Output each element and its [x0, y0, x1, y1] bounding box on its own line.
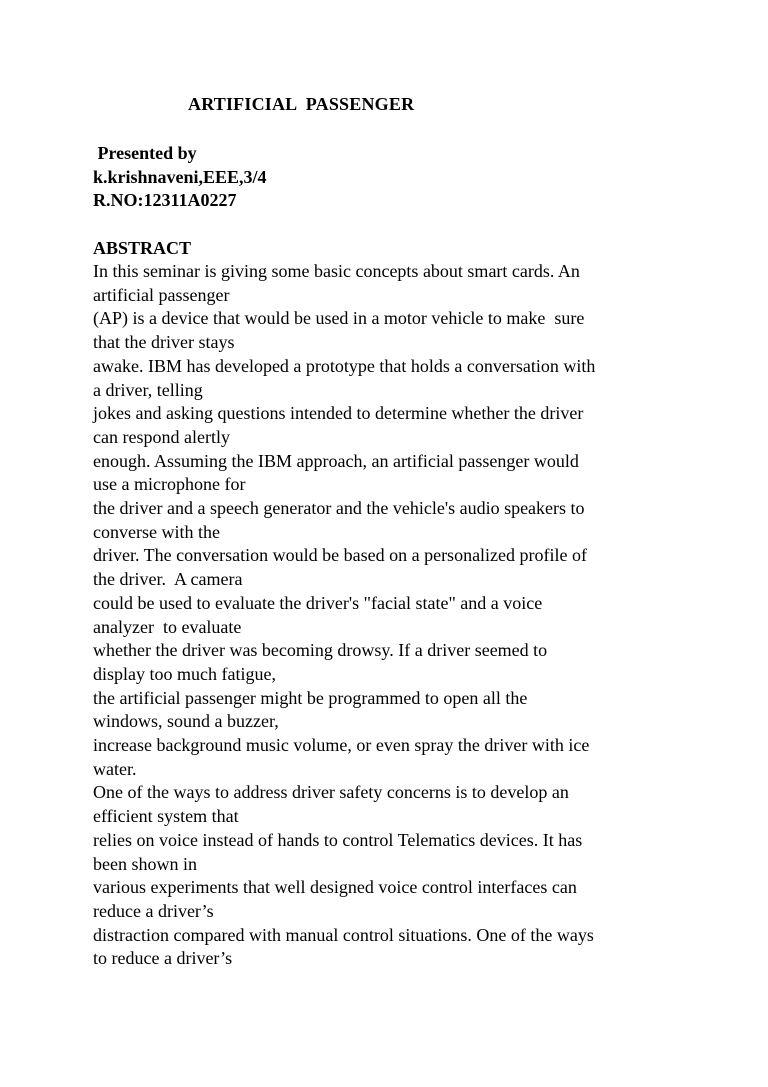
text-line: the artificial passenger might be programmed to open all the — [93, 687, 528, 708]
text-line: relies on voice instead of hands to control Telematics devices. It has — [93, 829, 583, 850]
text-line: converse with the — [93, 521, 220, 542]
text-line: jokes and asking questions intended to determine whether the driver — [93, 403, 584, 424]
text-line: In this seminar is giving some basic concepts about smart cards. An — [93, 261, 580, 281]
text-line: could be used to evaluate the driver's "facial state" and a voice — [93, 592, 543, 613]
text-line: One of the ways to address driver safety concerns is to develop an — [93, 782, 569, 803]
text-line: increase background music volume, or even spray the driver with ice — [93, 735, 590, 756]
text-line: (AP) is a device that would be used in a motor vehicle to make sure — [93, 308, 585, 329]
text-line: the driver and a speech generator and the vehicle's audio speakers to — [93, 498, 585, 519]
document-title: ARTIFICIAL PASSENGER — [188, 94, 415, 114]
text-line: can respond alertly — [93, 426, 230, 447]
text-line: efficient system that — [93, 806, 239, 827]
text-line: the driver. A camera — [93, 569, 243, 590]
text-line: display too much fatigue, — [93, 663, 276, 684]
presented-by-label: Presented by — [93, 143, 197, 163]
text-line: windows, sound a buzzer, — [93, 711, 279, 732]
text-line: analyzer to evaluate — [93, 616, 242, 637]
text-line: various experiments that well designed voice control interfaces can — [93, 877, 577, 898]
roll-number: R.NO:12311A0227 — [93, 190, 237, 210]
text-line: driver. The conversation would be based on a personalized profile of — [93, 545, 588, 566]
text-line: artificial passenger — [93, 284, 230, 305]
text-line: to reduce a driver’s — [93, 948, 233, 969]
text-line: distraction compared with manual control situations. One of the ways — [93, 924, 594, 945]
abstract-heading: ABSTRACT — [93, 238, 192, 258]
text-line: whether the driver was becoming drowsy. If a driver seemed to — [93, 640, 548, 661]
text-line: been shown in — [93, 853, 197, 874]
abstract-body — [93, 260, 693, 971]
text-line: enough. Assuming the IBM approach, an artificial passenger would — [93, 450, 579, 471]
text-line: use a microphone for — [93, 474, 246, 495]
text-line: water. — [93, 758, 137, 779]
text-line: awake. IBM has developed a prototype that holds a conversation with — [93, 355, 596, 376]
text-line: that the driver stays — [93, 332, 235, 353]
author-name: k.krishnaveni,EEE,3/4 — [93, 166, 267, 187]
text-line: a driver, telling — [93, 379, 203, 400]
author-block — [93, 142, 693, 213]
text-line: reduce a driver’s — [93, 900, 214, 921]
